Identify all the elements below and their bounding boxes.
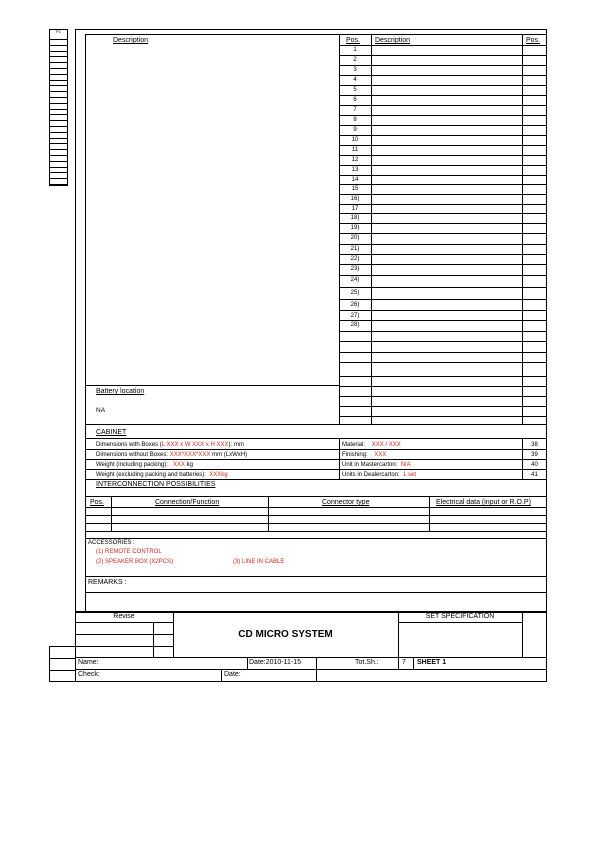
parts-row-line <box>339 105 547 106</box>
tb-sheet-divider <box>413 657 414 669</box>
description-header-2: Description <box>375 37 411 44</box>
pos-number: 21) <box>350 246 360 252</box>
parts-row-line <box>339 386 547 387</box>
title-block-left-tab <box>49 646 76 682</box>
parts-row-line <box>339 362 547 363</box>
cabinet-divider <box>339 438 340 479</box>
pos-number: 26) <box>350 302 360 308</box>
ic-line-3 <box>85 515 547 516</box>
parts-row-line <box>339 194 547 195</box>
weight-excl-label: Weight (excluding packing and batteries): <box>96 472 206 478</box>
material-row <box>342 441 401 449</box>
parts-row-line <box>339 75 547 76</box>
pos-number: 9 <box>353 127 357 133</box>
finishing-row <box>342 451 386 459</box>
tot-label: Tot.Sh.: <box>355 659 379 666</box>
parts-row-line <box>339 320 547 321</box>
remarks-top-line <box>85 576 547 577</box>
pos-number: 1 <box>353 47 357 53</box>
pos-number: 12 <box>351 157 359 163</box>
side-strip-cell <box>49 145 68 150</box>
side-strip-cell <box>49 174 68 179</box>
pos-number: 27) <box>350 313 360 319</box>
pos-number: 19) <box>350 225 360 231</box>
parts-row-line <box>339 204 547 205</box>
ic-line-2 <box>85 507 547 508</box>
accessory-1: (1) REMOTE CONTROL <box>96 549 162 555</box>
sheet-label: SHEET 1 <box>417 659 447 666</box>
ic-electrical-header: Electrical data (input or R.O.P) <box>436 499 531 506</box>
pos-number: 24) <box>350 277 360 283</box>
side-strip-header: P1 <box>56 29 61 34</box>
parts-row-line <box>339 145 547 146</box>
parts-row-line <box>339 287 547 288</box>
date-label: Date:2010-11-15 <box>249 659 302 666</box>
pos-39: 39 <box>531 452 538 458</box>
pos-number: 28) <box>350 322 360 328</box>
tb-tot-val-divider <box>398 657 399 669</box>
dim-without-label: Dimensions without Boxes: <box>96 452 169 458</box>
pos-number: 20) <box>350 235 360 241</box>
ic-col-2 <box>268 496 269 531</box>
parts-row-line <box>339 125 547 126</box>
pos-number: 8 <box>353 117 357 123</box>
pos-number: 22) <box>350 256 360 262</box>
side-strip-cell <box>49 122 68 127</box>
parts-row-line <box>339 213 547 214</box>
interconnection-title: INTERCONNECTION POSSIBILITIES <box>96 481 216 488</box>
set-spec-label: SET SPECIFICATION <box>425 613 495 620</box>
side-strip-cell <box>49 134 68 139</box>
accessories-title: ACCESSORIES : <box>88 540 135 546</box>
weight-row <box>96 461 193 469</box>
side-strip-cell <box>49 99 68 104</box>
side-strip-cell <box>49 163 68 168</box>
pos-number: 15 <box>351 186 359 192</box>
parts-row-line <box>339 165 547 166</box>
pos-number: 4 <box>353 77 357 83</box>
parts-row-line <box>339 65 547 66</box>
tb-col-spec-right <box>522 612 523 657</box>
parts-row-line <box>339 310 547 311</box>
pos-38: 38 <box>531 442 538 448</box>
parts-row-line <box>339 244 547 245</box>
cabinet-line-5 <box>85 479 547 480</box>
tb-line-4 <box>75 657 547 658</box>
side-strip-cell <box>49 168 68 173</box>
side-strip-cell <box>49 58 68 63</box>
parts-row-line <box>339 396 547 397</box>
parts-row-line <box>339 406 547 407</box>
battery-title: Battery location <box>96 388 145 395</box>
side-strip-cell <box>49 139 68 144</box>
parts-row-line <box>339 95 547 96</box>
finishing-value: XXX <box>374 452 387 458</box>
parts-row-line <box>339 55 547 56</box>
ic-line-1 <box>85 496 547 497</box>
pos-number: 16) <box>350 196 360 202</box>
accessory-3: (3) LINE IN CABLE <box>233 559 285 565</box>
pos-40: 40 <box>531 462 538 468</box>
parts-row-line <box>339 376 547 377</box>
pos-number: 18) <box>350 215 360 221</box>
side-strip-cell <box>49 70 68 75</box>
pos-number: 7 <box>353 107 357 113</box>
side-strip-cell <box>49 116 68 121</box>
parts-row-line <box>339 233 547 234</box>
name-label: Name: <box>78 659 99 666</box>
ic-line-4 <box>85 523 547 524</box>
remarks-title: REMARKS : <box>88 579 127 586</box>
parts-row-line <box>339 223 547 224</box>
side-strip-cell <box>49 180 68 185</box>
pos-number: 3 <box>353 67 357 73</box>
cabinet-line-2 <box>85 449 547 450</box>
master-label: Unit in Mastercarton: <box>342 462 398 468</box>
dim-with-value: L XXX x W XXX x H XXX <box>161 442 229 448</box>
side-strip-cell <box>49 110 68 115</box>
pos-number: 6 <box>353 97 357 103</box>
material-label: Material: <box>342 442 366 448</box>
side-strip-cell <box>49 93 68 98</box>
battery-top-line <box>85 385 339 386</box>
tot-value: 7 <box>402 659 406 666</box>
check-divider <box>221 669 222 682</box>
pos-header-2: Pos. <box>526 37 541 44</box>
cabinet-line-1 <box>85 438 547 439</box>
ic-line-5 <box>85 531 547 532</box>
dim-with-row <box>96 441 244 449</box>
dim-without-value: XXX*XXX*XXX <box>169 452 211 458</box>
parts-row-line <box>339 331 547 332</box>
tb-line-1 <box>75 622 173 623</box>
pos-number: 23) <box>350 266 360 272</box>
tb-line-2 <box>75 634 173 635</box>
side-strip-cell <box>49 52 68 57</box>
side-strip-cell <box>49 105 68 110</box>
check-label: Check: <box>78 671 100 678</box>
inner-frame <box>85 34 547 612</box>
side-strip-cell <box>49 87 68 92</box>
parts-row-line <box>339 85 547 86</box>
weight-value: XXX <box>172 462 185 468</box>
parts-row-line <box>339 416 547 417</box>
master-row <box>342 461 411 469</box>
side-strip-cell <box>49 81 68 86</box>
dim-with-label: Dimensions with Boxes ( <box>96 442 162 448</box>
pos-number: 2 <box>353 57 357 63</box>
dealer-label: Units in Dealercarton: <box>342 472 400 478</box>
parts-row-line <box>339 275 547 276</box>
side-strip-cell <box>49 76 68 81</box>
weight-label: Weight (including packing): <box>96 462 168 468</box>
weight-excl-row <box>96 471 228 479</box>
ic-connection-header: Connection/Function <box>155 499 220 506</box>
pos-number: 13 <box>351 167 359 173</box>
dim-with-unit: ): mm <box>228 442 244 448</box>
cabinet-top-line <box>85 424 547 425</box>
revise-label: Revise <box>113 613 135 620</box>
pos-number: 10 <box>351 137 359 143</box>
pos-number: 14 <box>351 177 359 183</box>
parts-row-line <box>339 175 547 176</box>
parts-row-line <box>339 352 547 353</box>
finishing-label: Finishing: <box>342 452 368 458</box>
side-strip-cell <box>49 47 68 52</box>
pos-41: 41 <box>531 472 538 478</box>
tb-line-spec <box>398 622 522 623</box>
left-tab-line-2 <box>49 670 76 671</box>
pos-number: 17 <box>351 206 359 212</box>
parts-row-line <box>339 184 547 185</box>
ic-connector-header: Connector type <box>322 499 370 506</box>
ic-pos-header: Pos. <box>90 499 105 506</box>
weight-excl-value: XXXkg <box>209 472 228 478</box>
remarks-mid-line <box>85 592 547 593</box>
weight-unit: kg <box>186 462 193 468</box>
tb-col-revise-sub <box>153 622 154 657</box>
side-strip-cell <box>49 157 68 162</box>
parts-row-line <box>339 254 547 255</box>
pos-header: Pos. <box>346 37 361 44</box>
check-row <box>75 669 547 682</box>
dealer-row <box>342 471 416 479</box>
tb-name-divider <box>247 657 248 669</box>
side-strip-cell <box>49 64 68 69</box>
parts-row-line <box>339 135 547 136</box>
tb-line-3 <box>75 646 173 647</box>
parts-row-line <box>339 155 547 156</box>
parts-col-divider-2 <box>371 34 372 424</box>
parts-row-line <box>339 264 547 265</box>
side-strip-cell <box>49 151 68 156</box>
check-date-label: Date: <box>224 671 241 678</box>
ic-col-1 <box>111 496 112 531</box>
side-strip-cell <box>49 41 68 46</box>
ic-line-6 <box>85 538 547 539</box>
dim-without-row <box>96 451 247 459</box>
parts-row-line <box>339 115 547 116</box>
cabinet-title: CABINET <box>96 429 127 436</box>
dealer-value: 1 set <box>403 472 417 478</box>
product-name: CD MICRO SYSTEM <box>238 629 333 640</box>
side-strip-cell <box>49 35 68 40</box>
description-header: Description <box>113 37 149 44</box>
cabinet-line-3 <box>85 459 547 460</box>
parts-col-divider-3 <box>522 34 523 424</box>
accessory-2: (2) SPEAKER BOX (X2PCS) <box>96 559 174 565</box>
battery-value: NA <box>96 407 106 414</box>
pos-number: 5 <box>353 87 357 93</box>
master-value: N/A <box>400 462 411 468</box>
parts-row-line <box>339 341 547 342</box>
side-strip-cell <box>49 128 68 133</box>
material-value: XXX / XXX <box>371 442 401 448</box>
pos-number: 25) <box>350 290 360 296</box>
cabinet-line-4 <box>85 469 547 470</box>
parts-row-line <box>339 299 547 300</box>
ic-col-3 <box>429 496 430 531</box>
dim-without-unit: mm (LxWxH) <box>212 452 248 458</box>
pos-number: 11 <box>351 147 359 153</box>
left-tab-line <box>49 658 76 659</box>
